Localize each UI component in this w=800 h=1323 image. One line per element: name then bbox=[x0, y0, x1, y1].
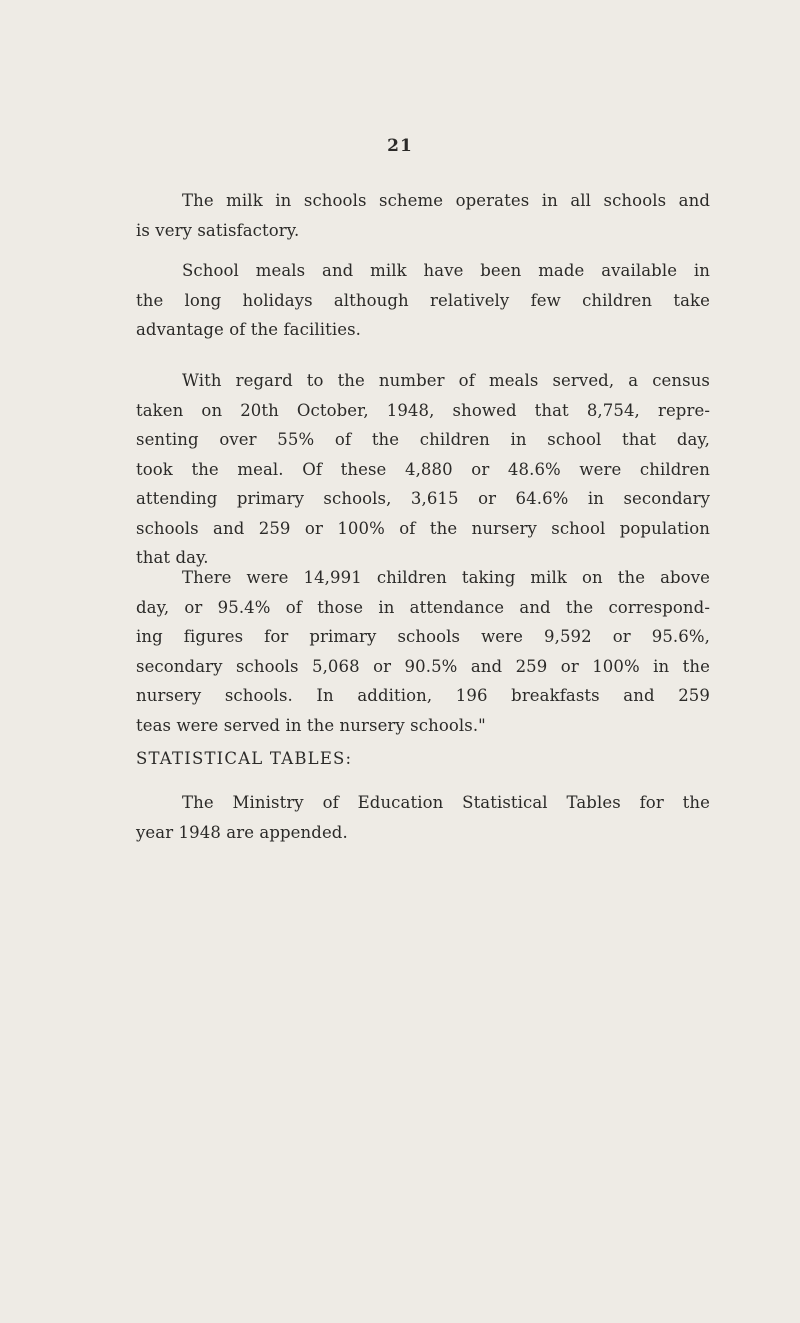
paragraph-statistical-tables bbox=[136, 788, 710, 847]
paragraph-line: year 1948 are appended. bbox=[136, 822, 348, 842]
paragraph-line: The Ministry of Education Statistical Tables for the bbox=[182, 793, 710, 812]
paragraph-line: schools and 259 or 100% of the nursery school population bbox=[136, 518, 710, 538]
paragraph-holiday-meals bbox=[136, 256, 710, 345]
section-heading: STATISTICAL TABLES: bbox=[136, 749, 353, 768]
paragraph-line: attending primary schools, 3,615 or 64.6% in secondary bbox=[136, 489, 710, 508]
paragraph-line: The milk in schools scheme operates in all schools and bbox=[182, 191, 710, 210]
paragraph-line: teas were served in the nursery schools." bbox=[136, 715, 486, 735]
paragraph-line: nursery schools. In addition, 196 breakfasts and 259 bbox=[136, 686, 710, 705]
paragraph-line: There were 14,991 children taking milk on the above bbox=[182, 568, 710, 587]
paragraph-milk-figures bbox=[136, 563, 710, 740]
paragraph-line: taken on 20th October, 1948, showed that 8,754, repre- bbox=[136, 400, 710, 420]
paragraph-line: With regard to the number of meals served, a census bbox=[182, 371, 710, 390]
page-number: 21 bbox=[387, 136, 413, 156]
paragraph-meals-census bbox=[136, 366, 710, 573]
paragraph-line: advantage of the facilities. bbox=[136, 320, 361, 339]
paragraph-line: secondary schools 5,068 or 90.5% and 259 or 100% in the bbox=[136, 656, 710, 676]
paragraph-line: School meals and milk have been made available in bbox=[182, 261, 710, 280]
paragraph-line: is very satisfactory. bbox=[136, 220, 300, 240]
paragraph-milk-scheme bbox=[136, 186, 710, 245]
paragraph-line: took the meal. Of these 4,880 or 48.6% were children bbox=[136, 459, 710, 479]
paragraph-line: that day. bbox=[136, 548, 209, 567]
paragraph-line: day, or 95.4% of those in attendance and the correspond- bbox=[136, 597, 710, 617]
paragraph-line: ing figures for primary schools were 9,592 or 95.6%, bbox=[136, 627, 710, 646]
paragraph-line: senting over 55% of the children in school that day, bbox=[136, 430, 710, 449]
paragraph-line: the long holidays although relatively few children take bbox=[136, 290, 710, 310]
